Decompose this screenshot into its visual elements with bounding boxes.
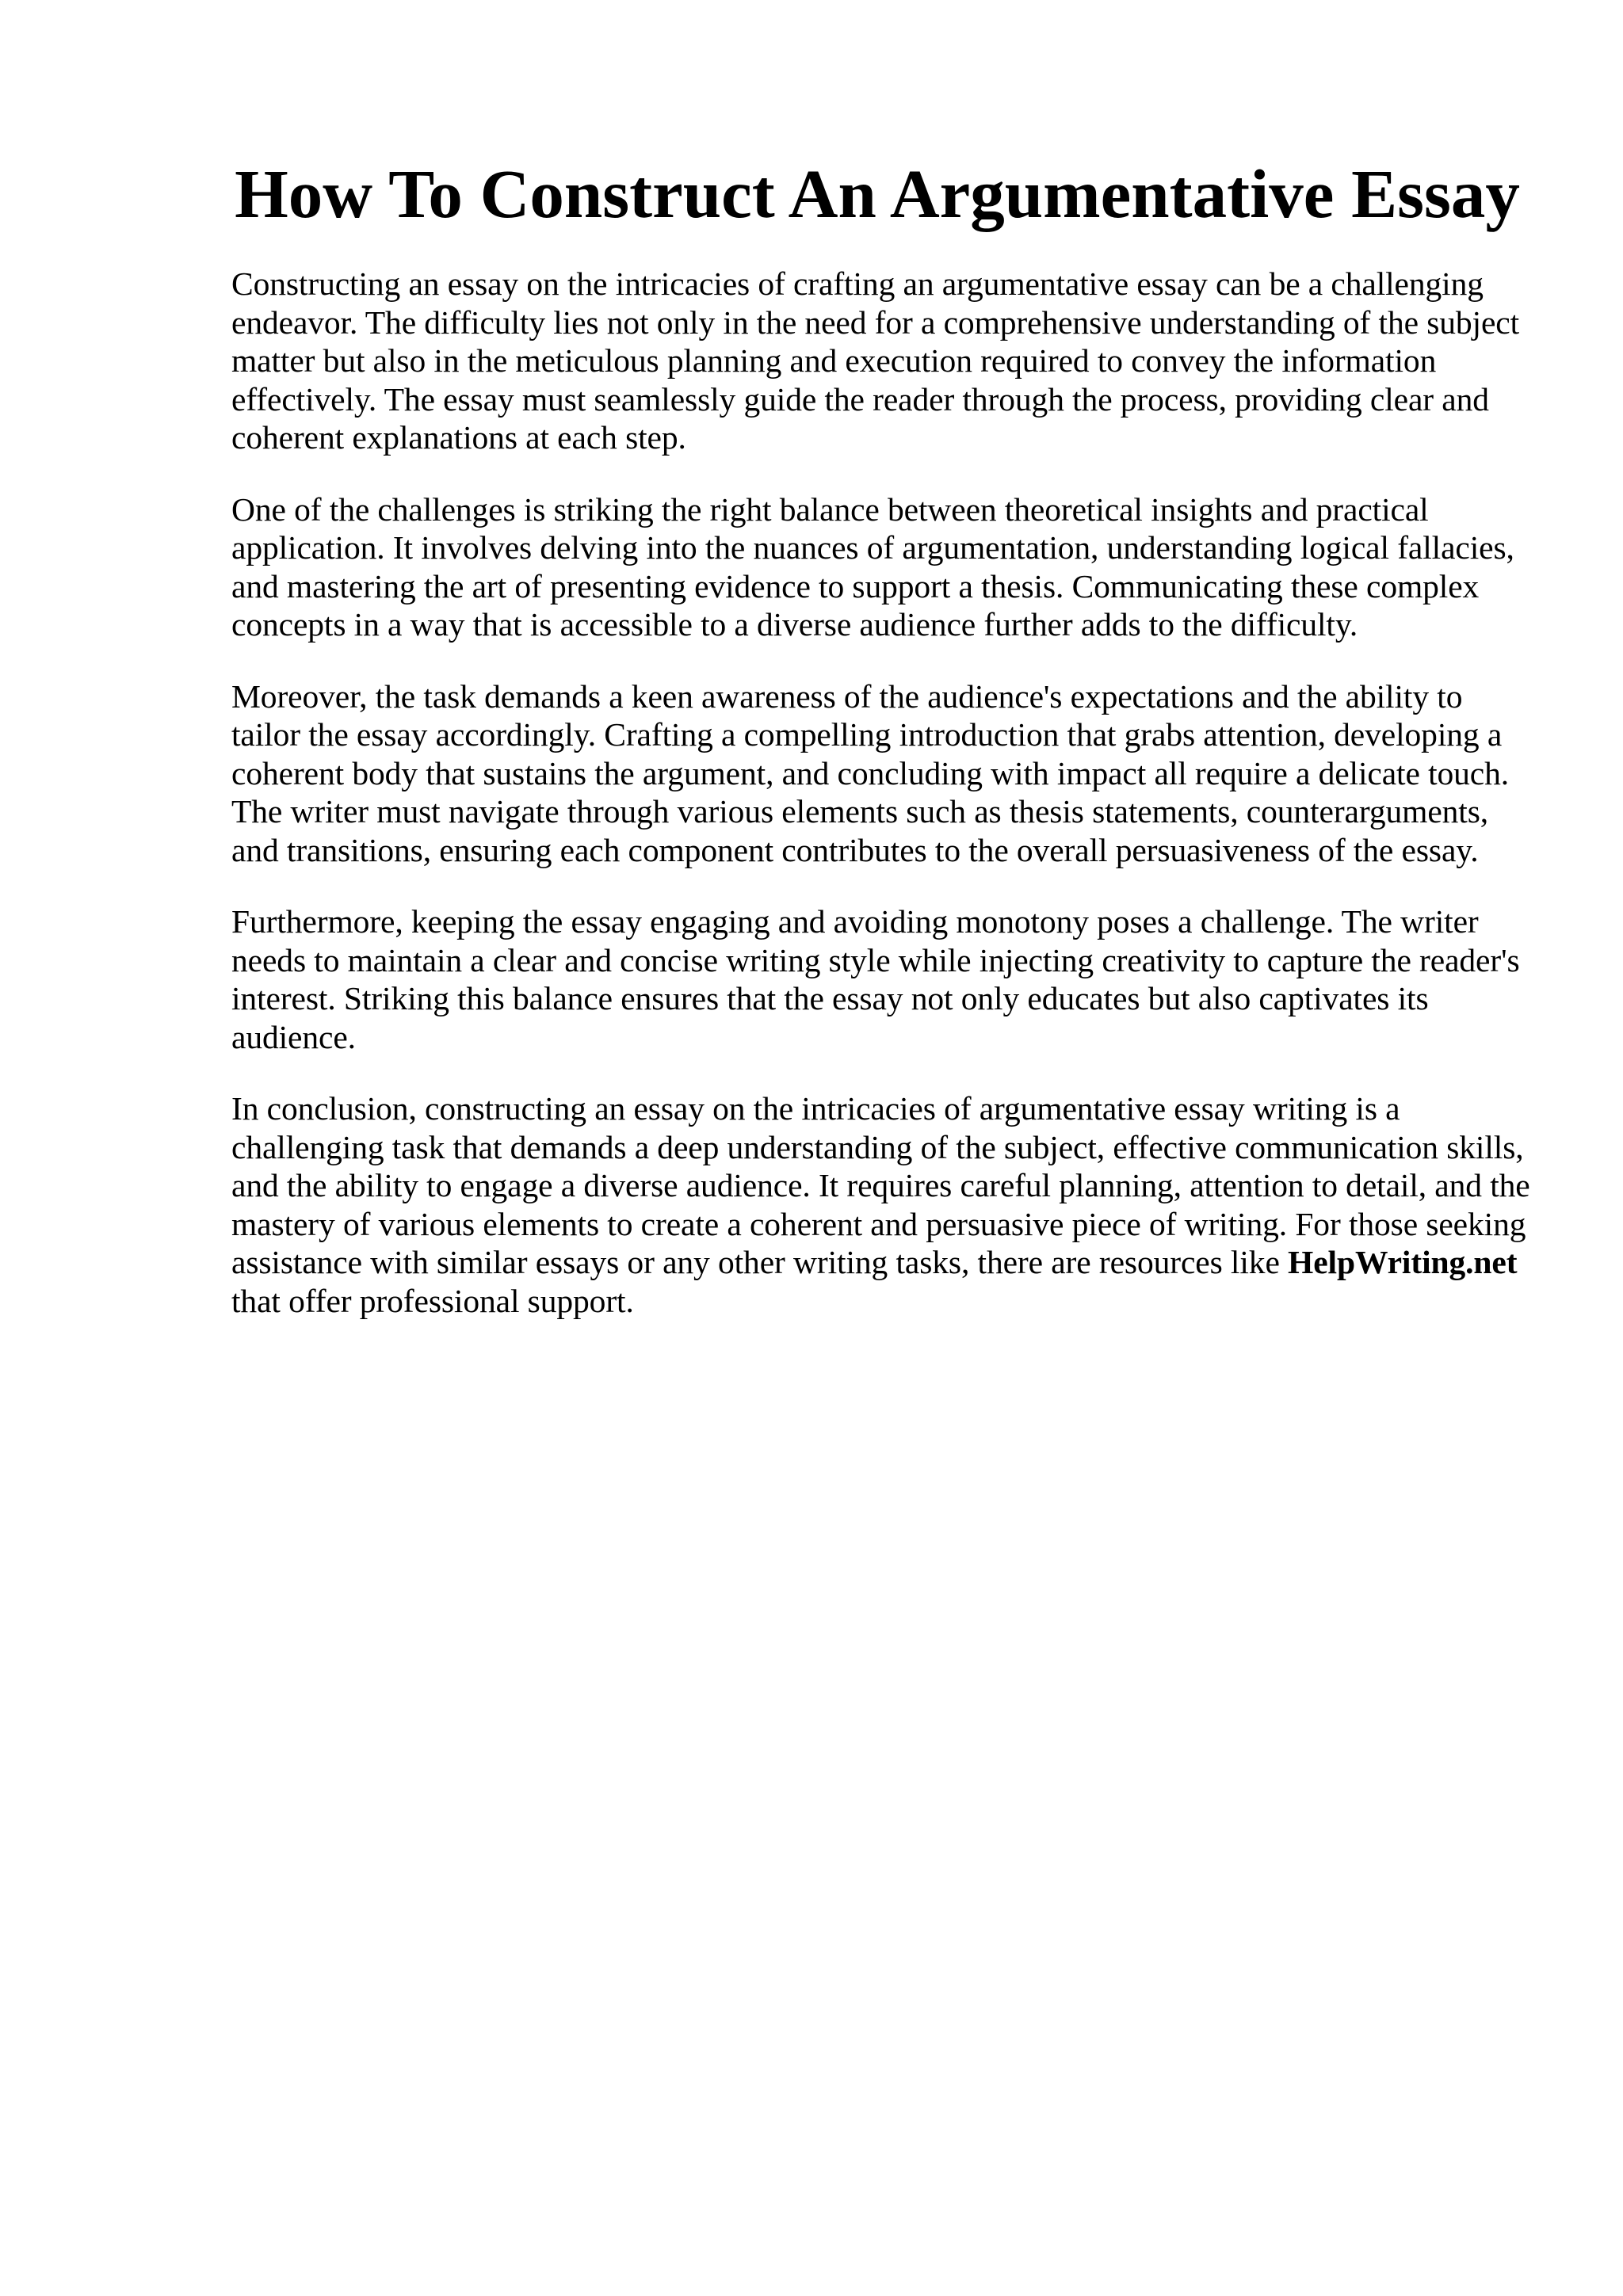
paragraph-3: Moreover, the task demands a keen awareness of the audience's expectations and the ability to tailor the essay accordingly. Crafting a compelling introduction that grabs attention, developing a coherent body that sustains the argument, and concluding with impact all require a delicate touch. The writer must navigate through various elements such as thesis statements, counterarguments, and transitions, ensuring each component contributes to the overall persuasiveness of the essay.	[231, 677, 1510, 868]
paragraph-4: Furthermore, keeping the essay engaging and avoiding monotony poses a challenge. The writer needs to maintain a clear and concise writing style while injecting creativity to capture the reader's interest. Striking this balance ensures that the essay not only educates but also captivates its audience.	[231, 903, 1520, 1055]
brand-name: HelpWriting.net	[1288, 1244, 1518, 1280]
conclusion-tail: that offer professional support.	[231, 1282, 634, 1319]
paragraph-2: One of the challenges is striking the right balance between theoretical insights and practical application. It involves delving into the nuances of argumentation, understanding logical fallacies, and mastering the art of presenting evidence to support a thesis. Communicating these complex concepts in a way that is accessible to a diverse audience further adds to the difficulty.	[231, 490, 1514, 643]
page-title: How To Construct An Argumentative Essay	[235, 155, 1520, 232]
paragraph-1: Constructing an essay on the intricacies of crafting an argumentative essay can be a challenging endeavor. The difficulty lies not only in the need for a comprehensive understanding of the subject matter but also in the meticulous planning and execution required to convey the information effectively. The essay must seamlessly guide the reader through the process, providing clear and coherent explanations at each step.	[231, 265, 1520, 456]
paragraph-conclusion	[231, 1089, 1531, 1320]
essay-body	[231, 265, 1531, 1353]
conclusion-text: In conclusion, constructing an essay on the intricacies of argumentative essay writing is a challenging task that demands a deep understanding of the subject, effective communication skills, and the ability to engage a diverse audience. It requires careful planning, attention to detail, and the mastery of various elements to create a coherent and persuasive piece of writing. For those seeking assistance with similar essays or any other writing tasks, there are resources like	[231, 1090, 1530, 1280]
